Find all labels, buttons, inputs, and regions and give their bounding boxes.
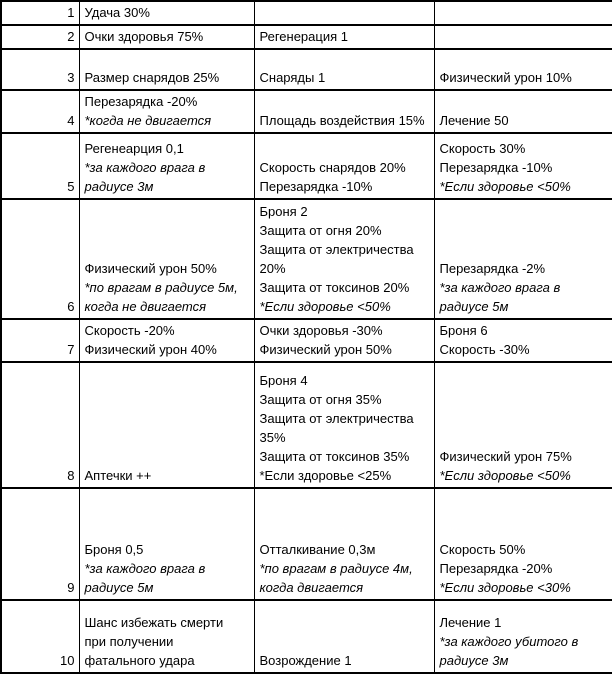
upgrade-cell-c2 [79, 133, 254, 199]
stat-line: Шанс избежать смерти [84, 615, 224, 630]
stat-line: Снаряды 1 [259, 70, 326, 85]
row-number: 10 [1, 600, 79, 673]
stat-line: Регенеарция 0,1 [84, 141, 184, 156]
stat-line: Физический урон 75% [439, 449, 572, 464]
condition-note-line: когда не двигается [84, 299, 207, 314]
upgrade-cell-c3 [254, 319, 434, 362]
table-row [1, 319, 612, 362]
upgrade-cell-c4 [434, 133, 612, 199]
stat-line: Скорость -30% [439, 342, 530, 357]
upgrade-cell-c2 [79, 488, 254, 600]
stat-line: Перезарядка -20% [439, 561, 553, 576]
table-row [1, 362, 612, 488]
stat-line: Скорость 30% [439, 141, 526, 156]
condition-note-line: радиусе 3м [439, 653, 509, 668]
condition-note-line: радиусе 5м [84, 580, 154, 595]
upgrade-cell-c2 [79, 90, 254, 133]
stat-line: 35% [259, 430, 286, 445]
row-number: 6 [1, 199, 79, 319]
upgrade-cell-c2 [79, 49, 254, 90]
condition-note-line: *Если здоровье <30% [439, 580, 571, 595]
stat-line: Физический урон 50% [259, 342, 392, 357]
stat-line: фатального удара [84, 653, 195, 668]
table-row [1, 49, 612, 90]
table-row [1, 25, 612, 49]
upgrade-cell-c3 [254, 362, 434, 488]
stat-line: Лечение 50 [439, 113, 509, 128]
table-row [1, 133, 612, 199]
stat-line: Защита от токсинов 35% [259, 449, 410, 464]
upgrade-cell-c4 [434, 488, 612, 600]
upgrade-cell-c3 [254, 25, 434, 49]
upgrade-cell-c4 [434, 319, 612, 362]
stat-line: Защита от электричества [259, 242, 414, 257]
condition-note-line: *когда не двигается [84, 113, 212, 128]
stat-line: при получении [84, 634, 174, 649]
upgrade-cell-c4 [434, 49, 612, 90]
upgrade-cell-c4 [434, 90, 612, 133]
stat-line: Перезарядка -2% [439, 261, 546, 276]
table-row [1, 1, 612, 25]
upgrade-cell-c2 [79, 600, 254, 673]
upgrade-cell-c3 [254, 1, 434, 25]
row-number: 1 [1, 1, 79, 25]
stat-line: Защита от огня 20% [259, 223, 382, 238]
stat-line: Размер снарядов 25% [84, 70, 220, 85]
stat-line: Скорость -20% [84, 323, 175, 338]
row-number: 3 [1, 49, 79, 90]
upgrade-cell-c4 [434, 362, 612, 488]
condition-note-line: *за каждого врага в [439, 280, 561, 295]
row-number: 5 [1, 133, 79, 199]
stat-line: Защита от огня 35% [259, 392, 382, 407]
stat-line: Броня 4 [259, 373, 308, 388]
upgrade-cell-c2 [79, 1, 254, 25]
stat-line: Броня 0,5 [84, 542, 144, 557]
stat-line: *Если здоровье <25% [259, 468, 392, 483]
stat-line: Физический урон 10% [439, 70, 572, 85]
table-row [1, 600, 612, 673]
upgrade-cell-c3 [254, 199, 434, 319]
stat-line: Скорость 50% [439, 542, 526, 557]
table-row [1, 488, 612, 600]
condition-note-line: *за каждого убитого в [439, 634, 579, 649]
table-row [1, 90, 612, 133]
upgrade-cell-c4 [434, 600, 612, 673]
table-row [1, 199, 612, 319]
upgrade-cell-c3 [254, 90, 434, 133]
upgrade-cell-c2 [79, 25, 254, 49]
upgrade-cell-c4 [434, 199, 612, 319]
row-number: 4 [1, 90, 79, 133]
upgrade-cell-c2 [79, 199, 254, 319]
stat-line: Очки здоровья 75% [84, 29, 204, 44]
stat-line: Лечение 1 [439, 615, 502, 630]
stat-line: Скорость снарядов 20% [259, 160, 406, 175]
stat-line: Аптечки ++ [84, 468, 152, 483]
stat-line: Защита от электричества [259, 411, 414, 426]
stat-line: Перезарядка -10% [439, 160, 553, 175]
condition-note-line: радиусе 3м [84, 179, 154, 194]
row-number: 9 [1, 488, 79, 600]
condition-note-line: *за каждого врага в [84, 160, 206, 175]
stat-line: Перезарядка -10% [259, 179, 373, 194]
stat-line: Перезарядка -20% [84, 94, 198, 109]
condition-note-line: *Если здоровье <50% [259, 299, 391, 314]
stat-line: Площадь воздействия 15% [259, 113, 425, 128]
stat-line: Броня 2 [259, 204, 308, 219]
upgrade-cell-c3 [254, 49, 434, 90]
stat-line: Очки здоровья -30% [259, 323, 383, 338]
stat-line: Физический урон 50% [84, 261, 217, 276]
stat-line: Возрождение 1 [259, 653, 352, 668]
upgrade-cell-c2 [79, 319, 254, 362]
stat-line: Регенерация 1 [259, 29, 348, 44]
upgrades-table-body [1, 1, 612, 673]
upgrade-cell-c3 [254, 488, 434, 600]
upgrade-cell-c3 [254, 600, 434, 673]
upgrade-cell-c4 [434, 25, 612, 49]
row-number: 2 [1, 25, 79, 49]
condition-note-line: *Если здоровье <50% [439, 179, 571, 194]
condition-note-line: *по врагам в радиусе 4м, [259, 561, 413, 576]
stat-line: Физический урон 40% [84, 342, 217, 357]
row-number: 7 [1, 319, 79, 362]
condition-note-line: *за каждого врага в [84, 561, 206, 576]
stat-line: Защита от токсинов 20% [259, 280, 410, 295]
upgrade-cell-c4 [434, 1, 612, 25]
row-number: 8 [1, 362, 79, 488]
condition-note-line: когда двигается [259, 580, 364, 595]
stat-line: Отталкивание 0,3м [259, 542, 376, 557]
stat-line: 20% [259, 261, 286, 276]
condition-note-line: *по врагам в радиусе 5м, [84, 280, 238, 295]
condition-note-line: радиусе 5м [439, 299, 509, 314]
stat-line: Броня 6 [439, 323, 488, 338]
upgrade-cell-c2 [79, 362, 254, 488]
stat-line: Удача 30% [84, 5, 150, 20]
upgrade-cell-c3 [254, 133, 434, 199]
condition-note-line: *Если здоровье <50% [439, 468, 571, 483]
